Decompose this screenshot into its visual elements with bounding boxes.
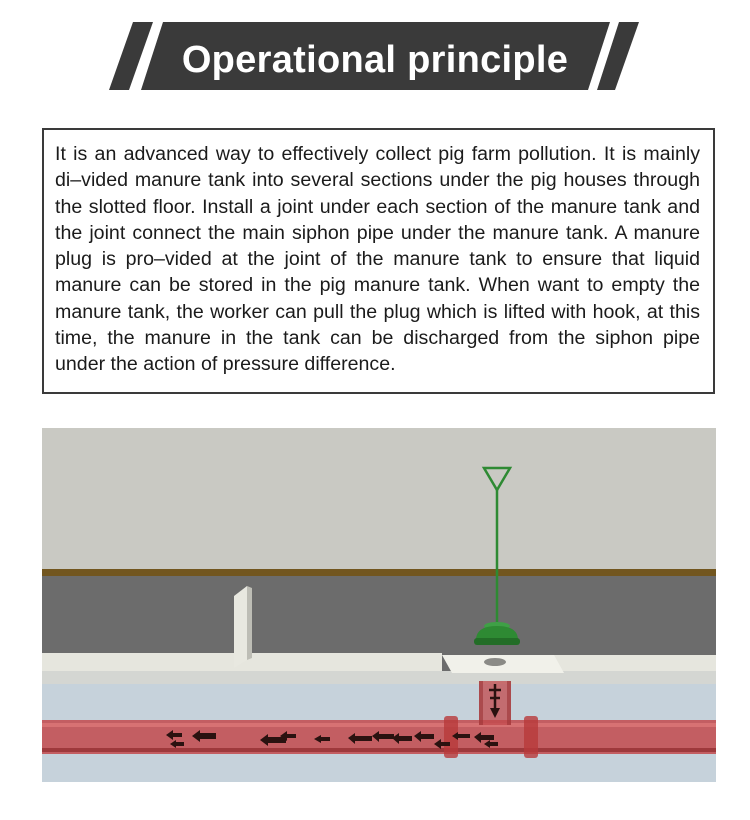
description-text: It is an advanced way to effectively collect pig farm pollution. It is mainly di–vided manure tank into several sections under the pig houses through the slotted floor. Install a joint under each section of the manure tank and the joint connect the main siphon pipe under the manure tank. A manure plug is pro–vided at the joint of the manure tank to ensure that liquid manure can be stored in the pig manure tank. When want to empty the manure tank, the worker can pull the plug which is lifted with hook, at this time, the manure in the tank can be discharged from the siphon pipe under the action of pressure difference.: [55, 143, 700, 376]
slotted-floor-right: [554, 655, 716, 671]
siphon-pipe-shadow: [42, 748, 716, 752]
title-banner: [0, 22, 750, 96]
joint-hole: [484, 658, 506, 666]
description-box: [42, 128, 715, 394]
siphon-pipe-highlight: [42, 723, 716, 727]
joint-pipe-edge-right: [507, 681, 511, 725]
back-wall: [42, 428, 716, 569]
floor-beam: [42, 569, 716, 576]
partition-wall-side: [247, 586, 252, 660]
manure-plug-base: [474, 638, 520, 645]
page-title: Operational principle: [181, 38, 569, 81]
coupling-right: [524, 716, 538, 758]
joint-pipe-edge-left: [479, 681, 483, 725]
partition-wall: [234, 586, 247, 668]
diagram-svg: [42, 428, 716, 782]
floor-edge: [42, 671, 716, 684]
siphon-diagram: [42, 428, 716, 782]
